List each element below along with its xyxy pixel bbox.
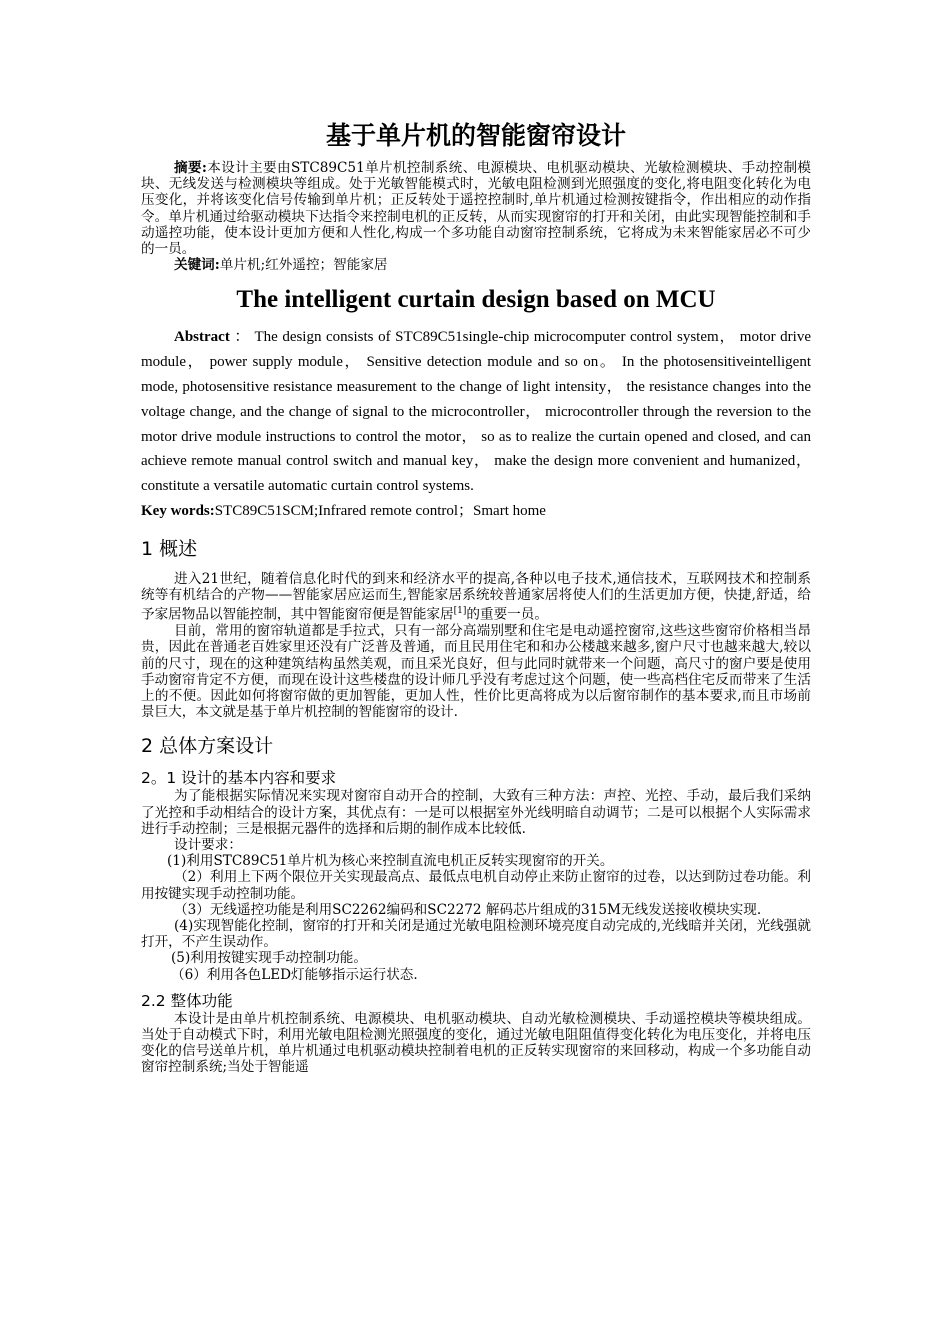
section-1-p1-text: 进入21世纪，随着信息化时代的到来和经济水平的提高,各种以电子技术,通信技术，互联网技术和控制系统等有机结合的产物——智能家居应运而生,智能家居系统较普通家居将使人们的生活更加方便，快捷,舒适，给予家居物品以智能控制，其中智能窗帘便是智能家居: [141, 571, 811, 623]
keywords-cn: [141, 257, 811, 273]
requirement-item: (4)实现智能化控制，窗帘的打开和关闭是通过光敏电阻检测环境亮度自动完成的,光线暗并关闭，光线强就打开，不产生误动作。: [141, 917, 811, 951]
keywords-en: [141, 499, 811, 523]
section-2-2-paragraph: 本设计是由单片机控制系统、电源模块、电机驱动模块、自动光敏检测模块、手动遥控模块等模块组成。当处于自动模式下时，利用光敏电阻检测光照强度的变化，通过光敏电阻阻值得变化转化为电压变化，并将电压变化的信号送单片机，单片机通过电机驱动模块控制着电机的正反转实现窗帘的来回移动，构成一个多功能自动窗帘控制系统;当处于智能遥: [141, 1010, 811, 1076]
abstract-cn-text: 本设计主要由STC89C51单片机控制系统、电源模块、电机驱动模块、光敏检测模块、手动控制模块、无线发送与检测模块等组成。处于光敏智能模式时，光敏电阻检测到光照强度的变化,将电阻变化转化为电压变化，并将该变化信号传输到单片机；正反转处于遥控控制时,单片机通过检测按键指令，作出相应的动作指令。单片机通过给驱动模块下达指令来控制电机的正反转，从而实现窗帘的打开和关闭，由此实现智能控制和手动遥控功能，使本设计更加方便和人性化,构成一个多功能自动窗帘控制系统，它将成为未来智能家居必不可少的一员。: [141, 160, 811, 258]
section-2-2-heading: 2.2 整体功能: [141, 991, 233, 1010]
section-1-paragraph-2: 目前，常用的窗帘轨道都是手拉式，只有一部分高端别墅和住宅是电动遥控窗帘,这些这些窗帘价格相当昂贵，因此在普通老百姓家里还没有广泛普及普通，而且民用住宅和和办公楼越来越多,窗户尺寸也越来越大,较以前的尺寸，现在的这种建筑结构虽然美观，而且采光良好，但与此同时就带来一个问题，高尺寸的窗户要是使用手动窗帘肯定不方便，而现在设计这些楼盘的设计师几乎没有考虑过这个问题，使一些高档住宅反而带来了生活上的不便。因此如何将窗帘做的更加智能，更加人性，性价比更高将成为以后窗帘制作的基本要求,而且市场前景巨大，本文就是基于单片机控制的智能窗帘的设计.: [141, 623, 811, 721]
citation-ref: [1]: [453, 606, 467, 617]
requirement-item: （6）利用各色LED灯能够指示运行状态.: [171, 966, 418, 983]
requirement-item: (1)利用STC89C51单片机为核心来控制直流电机正反转实现窗帘的开关。: [167, 853, 614, 870]
section-1-paragraph-1: [141, 571, 811, 623]
abstract-cn: [141, 160, 811, 257]
abstract-en-text: The design consists of STC89C51single-chip microcomputer control system， motor drive module， power supply module， Sensitive detection module and so on。 In the photosensitiveintelligent mode, photosensitive resistance measurement to the change of light intensity， the resistance changes into the voltage change, and the change of signal to the microcontroller， microcontroller through the reversion to the motor drive module instructions to control the motor， so as to realize the curtain opened and closed, and can achieve remote manual control switch and manual key， make the design more convenient and humanized，constitute a versatile automatic curtain control systems.: [141, 329, 811, 495]
document-page: [141, 118, 811, 1076]
keywords-cn-text: 单片机;红外遥控；智能家居: [219, 257, 388, 274]
section-2-1-paragraph: 为了能根据实际情况来实现对窗帘自动开合的控制，大致有三种方法：声控、光控、手动，最后我们采纳了光控和手动相结合的设计方案，其优点有：一是可以根据室外光线明暗自动调节；二是可以根据个人实际需求进行手动控制；三是根据元器件的选择和后期的制作成本比较低.: [141, 788, 811, 837]
abstract-en-separator: ：: [234, 329, 251, 346]
section-2-heading: 2 总体方案设计: [141, 735, 274, 758]
section-1-heading: 1 概述: [141, 538, 198, 560]
requirement-item: （3）无线遥控功能是利用SC2262编码和SC2272 解码芯片组成的315M无线发送接收模块实现.: [174, 901, 762, 918]
keywords-cn-label: 关键词:: [174, 257, 220, 274]
english-title: The intelligent curtain design based on MCU: [236, 286, 716, 314]
abstract-en-label: Abstract: [174, 329, 230, 346]
keywords-en-text: STC89C51SCM;Infrared remote control；Smart home: [214, 503, 546, 519]
requirements-label: 设计要求：: [174, 836, 242, 853]
requirement-item: （2）利用上下两个限位开关实现最高点、最低点电机自动停止来防止窗帘的过卷，以达到防过卷功能。利用按键实现手动控制功能。: [141, 869, 811, 902]
document-title: 基于单片机的智能窗帘设计: [325, 121, 626, 150]
abstract-en: [141, 325, 811, 499]
section-1-p1-tail: 的重要一员。: [466, 606, 548, 623]
section-2-1-heading: 2。1 设计的基本内容和要求: [141, 769, 337, 788]
requirement-item: (5)利用按键实现手动控制功能。: [171, 950, 367, 967]
abstract-cn-label: 摘要:: [174, 160, 207, 176]
keywords-en-label: Key words:: [141, 503, 215, 519]
